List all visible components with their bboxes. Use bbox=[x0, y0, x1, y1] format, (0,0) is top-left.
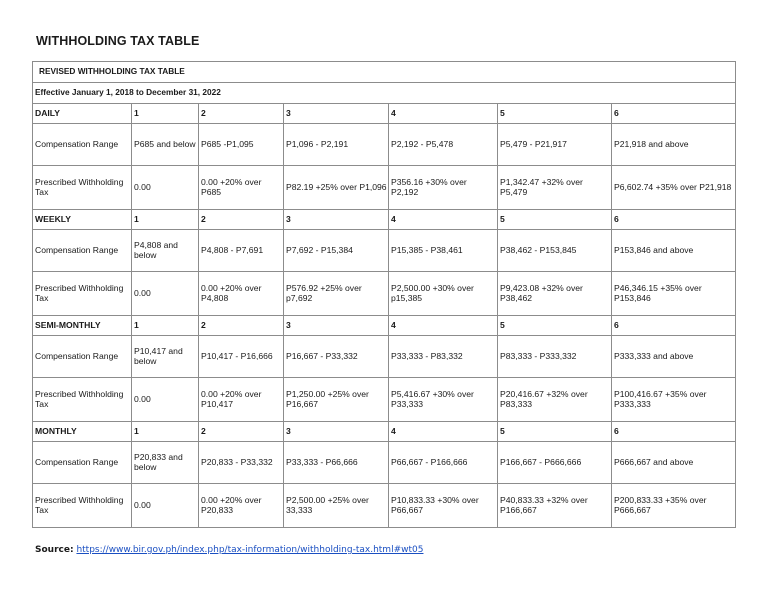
table-cell: 0.00 +20% over P20,833 bbox=[199, 484, 284, 528]
withholding-tax-table bbox=[32, 61, 736, 528]
table-cell: P153,846 and above bbox=[612, 230, 736, 272]
table-cell: P5,479 - P21,917 bbox=[498, 124, 612, 166]
source-label: Source: bbox=[35, 545, 74, 555]
bracket-number: 4 bbox=[389, 104, 498, 124]
table-cell: P2,500.00 +25% over 33,333 bbox=[284, 484, 389, 528]
bracket-number: 6 bbox=[612, 316, 736, 336]
bracket-number: 2 bbox=[199, 210, 284, 230]
table-cell: P40,833.33 +32% over P166,667 bbox=[498, 484, 612, 528]
table-cell: P100,416.67 +35% over P333,333 bbox=[612, 378, 736, 422]
row-label: Compensation Range bbox=[33, 230, 132, 272]
bracket-number: 4 bbox=[389, 316, 498, 336]
page-title: WITHHOLDING TAX TABLE bbox=[36, 34, 200, 48]
table-cell: P16,667 - P33,332 bbox=[284, 336, 389, 378]
table-cell: P20,416.67 +32% over P83,333 bbox=[498, 378, 612, 422]
section-header-row bbox=[33, 104, 736, 124]
table-cell: P10,833.33 +30% over P66,667 bbox=[389, 484, 498, 528]
bracket-number: 2 bbox=[199, 316, 284, 336]
table-cell: P7,692 - P15,384 bbox=[284, 230, 389, 272]
row-label: Compensation Range bbox=[33, 442, 132, 484]
table-row bbox=[33, 484, 736, 528]
table-cell: P4,808 - P7,691 bbox=[199, 230, 284, 272]
bracket-number: 5 bbox=[498, 210, 612, 230]
table-row bbox=[33, 442, 736, 484]
bracket-number: 1 bbox=[132, 104, 199, 124]
section-header-row bbox=[33, 210, 736, 230]
bracket-number: 3 bbox=[284, 210, 389, 230]
table-cell: P15,385 - P38,461 bbox=[389, 230, 498, 272]
table-cell: P666,667 and above bbox=[612, 442, 736, 484]
bracket-number: 4 bbox=[389, 422, 498, 442]
table-cell: P4,808 and below bbox=[132, 230, 199, 272]
bracket-number: 3 bbox=[284, 104, 389, 124]
table-cell: P10,417 - P16,666 bbox=[199, 336, 284, 378]
section-header-row bbox=[33, 316, 736, 336]
row-label: Prescribed Withholding Tax bbox=[33, 484, 132, 528]
table-cell: P200,833.33 +35% over P666,667 bbox=[612, 484, 736, 528]
table-cell: P33,333 - P83,332 bbox=[389, 336, 498, 378]
section-name: DAILY bbox=[33, 104, 132, 124]
source-note bbox=[35, 545, 423, 555]
table-cell: P685 and below bbox=[132, 124, 199, 166]
bracket-number: 5 bbox=[498, 104, 612, 124]
table-cell: P33,333 - P66,666 bbox=[284, 442, 389, 484]
table-cell: P20,833 and below bbox=[132, 442, 199, 484]
row-label: Prescribed Withholding Tax bbox=[33, 378, 132, 422]
table-cell: 0.00 +20% over P10,417 bbox=[199, 378, 284, 422]
table-cell: P1,250.00 +25% over P16,667 bbox=[284, 378, 389, 422]
table-cell: P1,096 - P2,191 bbox=[284, 124, 389, 166]
table-cell: 0.00 +20% over P685 bbox=[199, 166, 284, 210]
table-cell: P2,192 - P5,478 bbox=[389, 124, 498, 166]
table-cell: 0.00 bbox=[132, 166, 199, 210]
bracket-number: 6 bbox=[612, 104, 736, 124]
section-name: WEEKLY bbox=[33, 210, 132, 230]
row-label: Prescribed Withholding Tax bbox=[33, 166, 132, 210]
section-header-row bbox=[33, 422, 736, 442]
table-cell: P20,833 - P33,332 bbox=[199, 442, 284, 484]
table-cell: P10,417 and below bbox=[132, 336, 199, 378]
bracket-number: 6 bbox=[612, 210, 736, 230]
bracket-number: 3 bbox=[284, 422, 389, 442]
table-heading: REVISED WITHHOLDING TAX TABLE bbox=[33, 62, 736, 83]
bracket-number: 2 bbox=[199, 104, 284, 124]
effective-period: Effective January 1, 2018 to December 31, 2022 bbox=[33, 83, 736, 104]
table-cell: P333,333 and above bbox=[612, 336, 736, 378]
table-cell: P46,346.15 +35% over P153,846 bbox=[612, 272, 736, 316]
bracket-number: 6 bbox=[612, 422, 736, 442]
bracket-number: 2 bbox=[199, 422, 284, 442]
table-cell: P83,333 - P333,332 bbox=[498, 336, 612, 378]
table-cell: P9,423.08 +32% over P38,462 bbox=[498, 272, 612, 316]
table-cell: P356.16 +30% over P2,192 bbox=[389, 166, 498, 210]
table-row bbox=[33, 272, 736, 316]
table-row bbox=[33, 166, 736, 210]
bracket-number: 1 bbox=[132, 316, 199, 336]
row-label: Compensation Range bbox=[33, 336, 132, 378]
row-label: Compensation Range bbox=[33, 124, 132, 166]
bracket-number: 4 bbox=[389, 210, 498, 230]
bracket-number: 5 bbox=[498, 422, 612, 442]
table-cell: P5,416.67 +30% over P33,333 bbox=[389, 378, 498, 422]
table-row bbox=[33, 230, 736, 272]
bracket-number: 1 bbox=[132, 210, 199, 230]
table-row bbox=[33, 336, 736, 378]
table-cell: P1,342.47 +32% over P5,479 bbox=[498, 166, 612, 210]
table-row bbox=[33, 124, 736, 166]
bracket-number: 5 bbox=[498, 316, 612, 336]
table-cell: 0.00 +20% over P4,808 bbox=[199, 272, 284, 316]
bracket-number: 3 bbox=[284, 316, 389, 336]
table-cell: 0.00 bbox=[132, 272, 199, 316]
source-link[interactable]: https://www.bir.gov.ph/index.php/tax-information/withholding-tax.html#wt05 bbox=[76, 545, 424, 555]
table-cell: P685 -P1,095 bbox=[199, 124, 284, 166]
row-label: Prescribed Withholding Tax bbox=[33, 272, 132, 316]
table-cell: P82.19 +25% over P1,096 bbox=[284, 166, 389, 210]
table-cell: P38,462 - P153,845 bbox=[498, 230, 612, 272]
table-cell: P166,667 - P666,666 bbox=[498, 442, 612, 484]
table-cell: P66,667 - P166,666 bbox=[389, 442, 498, 484]
table-cell: 0.00 bbox=[132, 378, 199, 422]
bracket-number: 1 bbox=[132, 422, 199, 442]
table-cell: P576.92 +25% over p7,692 bbox=[284, 272, 389, 316]
table-cell: P2,500.00 +30% over p15,385 bbox=[389, 272, 498, 316]
section-name: MONTHLY bbox=[33, 422, 132, 442]
table-cell: P21,918 and above bbox=[612, 124, 736, 166]
table-cell: P6,602.74 +35% over P21,918 bbox=[612, 166, 736, 210]
section-name: SEMI-MONTHLY bbox=[33, 316, 132, 336]
table-row bbox=[33, 378, 736, 422]
table-cell: 0.00 bbox=[132, 484, 199, 528]
